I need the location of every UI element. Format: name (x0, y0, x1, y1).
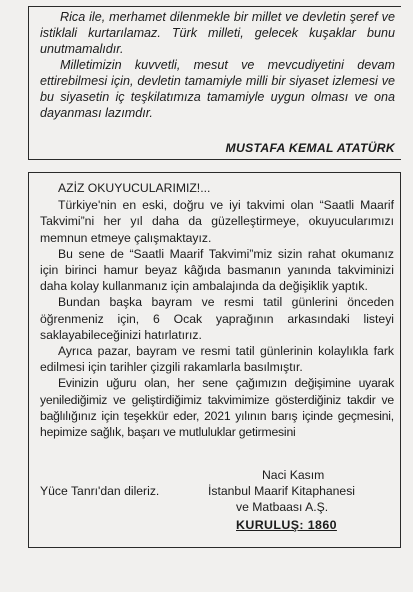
signature-name: Naci Kasım (262, 468, 325, 482)
closing-line-2: Yüce Tanrı'dan dileriz. (40, 484, 160, 498)
letter-closing-paragraph (40, 375, 394, 440)
letter-paragraph: Bu sene de “Saatli Maarif Takvimi”miz sizin rahat okumanız için birinci hamur beyaz kâğıda basmanın yanında takviminizi daha kolay kullanmanız için ambalajında da değişiklik yaptık. (40, 246, 394, 294)
quote-block (40, 9, 395, 121)
letter-body (40, 180, 394, 440)
founded-year: KURULUŞ: 1860 (236, 518, 337, 532)
company-line-2: ve Matbaası A.Ş. (236, 500, 329, 514)
letter-greeting: AZİZ OKUYUCULARIMIZ!... (58, 181, 211, 195)
company-line-1: İstanbul Maarif Kitaphanesi (208, 484, 356, 498)
letter-paragraph: Ayrıca pazar, bayram ve resmi tatil günlerinin kolaylıkla fark edilmesi için tarihler çizgili rakamlarla basılmıştır. (40, 344, 394, 375)
closing-text: Evinizin uğuru olan, her sene çağımızın değişimine uyarak yenilediğimiz ve geliştirdiğimiz takvimimize gösterdiğiniz takdir ve bağlılığınız için teşekkür eder, 2021 yılının barış içinde geçmesini, hepimize sağlık, başarı ve (40, 376, 394, 440)
quote-author: MUSTAFA KEMAL ATATÜRK (225, 141, 395, 155)
quote-paragraph: Milletimizin kuvvetli, mesut ve mevcudiyetini devam ettirebilmesi için, devletin tamamiyle milli bir siyaset izlemesi ve bu siyasetin iç teşkilatımıza tamamiyle uygun olması ve ona dayanması lazımdır. (40, 58, 395, 120)
letter-paragraph: Türkiye'nin en eski, doğru ve iyi takvimi olan “Saatli Maarif Takvimi”ni her yıl daha da güzelleştirmeye, okuyucularımızı memnun etmeye çalışmaktayız. (40, 198, 394, 245)
letter-paragraph: Bundan başka bayram ve resmi tatil günlerini önceden öğrenmeniz için, 6 Ocak yaprağının arkasındaki listeyi saklayabileceğinizi hatırlatırız. (40, 295, 394, 342)
closing-line-1: mutluluklar getirmesini (178, 425, 296, 440)
quote-paragraph: Rica ile, merhamet dilenmekle bir millet ve devletin şeref ve istiklali kurtarılamaz. Türk milleti, gelecek kuşaklar bunu unutmamalıdır. (40, 10, 395, 56)
